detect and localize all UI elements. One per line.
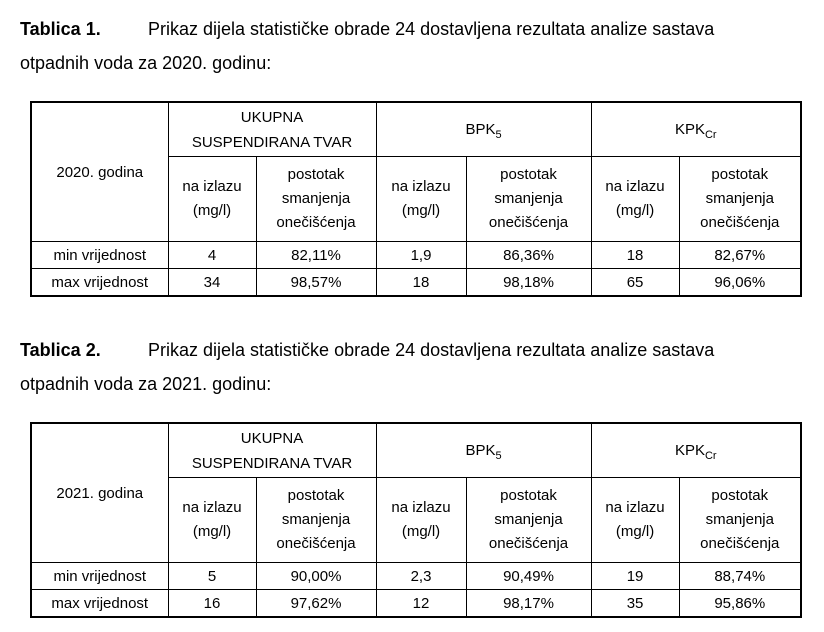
group-header-base: BPK	[465, 442, 496, 459]
data-cell: 98,17%	[466, 590, 591, 618]
data-cell: 98,18%	[466, 269, 591, 297]
group-header-kpkcr	[591, 423, 801, 478]
data-cell: 12	[376, 590, 466, 618]
subheader-line: smanjenja	[494, 511, 563, 528]
group-header-base: KPK	[674, 121, 705, 138]
subheader-line: (mg/l)	[401, 523, 441, 540]
subheader-line: (mg/l)	[401, 202, 441, 219]
data-cell: 96,06%	[679, 269, 801, 297]
row-label-min: min vrijednost	[31, 563, 168, 590]
data-cell: 18	[376, 269, 466, 297]
group-header-kpkcr	[591, 102, 801, 157]
subheader-line: na izlazu	[182, 178, 242, 195]
table-2-caption-label: Tablica 2.	[20, 340, 101, 360]
subheader-line: na izlazu	[182, 499, 242, 516]
group-header-ukupna-suspendirana-tvar	[168, 102, 376, 157]
table-row-min	[31, 563, 801, 590]
subheader-line: onečišćenja	[276, 214, 356, 231]
data-cell: 1,9	[376, 242, 466, 269]
subheader-line: onečišćenja	[700, 214, 780, 231]
table-1-caption-text-line1: Prikaz dijela statističke obrade 24 dostavljena rezultata analize sastava	[148, 19, 715, 39]
subheader-line: na izlazu	[605, 178, 665, 195]
group-header-bpk5	[376, 423, 591, 478]
table-1-caption-label: Tablica 1.	[20, 19, 101, 39]
table-1-caption-text-line2: otpadnih voda za 2020. godinu:	[20, 53, 272, 73]
row-label-max: max vrijednost	[31, 269, 168, 297]
data-cell: 19	[591, 563, 679, 590]
subheader-line: (mg/l)	[615, 202, 655, 219]
stats-table-2021	[30, 422, 802, 618]
subheader-na-izlazu	[168, 157, 256, 242]
subheader-line: postotak	[287, 166, 345, 183]
year-cell: 2021. godina	[31, 423, 168, 563]
data-cell: 86,36%	[466, 242, 591, 269]
data-cell: 90,00%	[256, 563, 376, 590]
table-row-min	[31, 242, 801, 269]
table-row-max	[31, 269, 801, 297]
subheader-line: (mg/l)	[192, 523, 232, 540]
subheader-line: onečišćenja	[488, 535, 569, 552]
data-cell: 34	[168, 269, 256, 297]
subheader-line: na izlazu	[391, 178, 451, 195]
data-cell: 35	[591, 590, 679, 618]
table-2-caption-text-line2: otpadnih voda za 2021. godinu:	[20, 374, 272, 394]
data-cell: 95,86%	[679, 590, 801, 618]
table-1-caption	[20, 12, 800, 80]
subheader-line: smanjenja	[705, 511, 774, 528]
data-cell: 98,57%	[256, 269, 376, 297]
subheader-postotak-smanjenja	[256, 478, 376, 563]
subheader-line: onečišćenja	[488, 214, 569, 231]
subheader-na-izlazu	[168, 478, 256, 563]
data-cell: 88,74%	[679, 563, 801, 590]
table-2-caption-text-line1: Prikaz dijela statističke obrade 24 dostavljena rezultata analize sastava	[148, 340, 715, 360]
data-cell: 82,11%	[256, 242, 376, 269]
subheader-line: smanjenja	[705, 190, 774, 207]
subheader-line: postotak	[711, 487, 769, 504]
group-header-subscript: 5	[495, 129, 502, 141]
subheader-line: na izlazu	[391, 499, 451, 516]
group-header-subscript: Cr	[704, 129, 717, 141]
group-header-base: KPK	[674, 442, 705, 459]
subheader-postotak-smanjenja	[256, 157, 376, 242]
data-cell: 18	[591, 242, 679, 269]
group-header-subscript: 5	[495, 450, 502, 462]
subheader-postotak-smanjenja	[466, 157, 591, 242]
subheader-na-izlazu	[376, 157, 466, 242]
group-header-bpk5	[376, 102, 591, 157]
data-cell: 90,49%	[466, 563, 591, 590]
subheader-line: (mg/l)	[615, 523, 655, 540]
year-cell: 2020. godina	[31, 102, 168, 242]
subheader-line: postotak	[500, 166, 557, 183]
subheader-line: postotak	[287, 487, 345, 504]
subheader-line: onečišćenja	[700, 535, 780, 552]
group-header-ukupna-suspendirana-tvar	[168, 423, 376, 478]
subheader-line: (mg/l)	[192, 202, 232, 219]
table-2-caption	[20, 333, 800, 401]
group-header-subscript: Cr	[704, 450, 717, 462]
subheader-line: onečišćenja	[276, 535, 356, 552]
subheader-na-izlazu	[376, 478, 466, 563]
subheader-postotak-smanjenja	[679, 478, 801, 563]
data-cell: 65	[591, 269, 679, 297]
stats-table-2020	[30, 101, 802, 297]
table-row	[31, 423, 801, 478]
subheader-line: smanjenja	[494, 190, 563, 207]
table-row-max	[31, 590, 801, 618]
subheader-postotak-smanjenja	[679, 157, 801, 242]
data-cell: 2,3	[376, 563, 466, 590]
group-header-line2: SUSPENDIRANA TVAR	[191, 454, 353, 472]
row-label-max: max vrijednost	[31, 590, 168, 618]
subheader-line: postotak	[500, 487, 557, 504]
group-header-line1: UKUPNA	[240, 108, 304, 126]
data-cell: 16	[168, 590, 256, 618]
data-cell: 4	[168, 242, 256, 269]
data-cell: 82,67%	[679, 242, 801, 269]
subheader-postotak-smanjenja	[466, 478, 591, 563]
data-cell: 5	[168, 563, 256, 590]
subheader-line: smanjenja	[281, 190, 351, 207]
group-header-line2: SUSPENDIRANA TVAR	[191, 133, 353, 151]
data-cell: 97,62%	[256, 590, 376, 618]
group-header-base: BPK	[465, 121, 496, 138]
subheader-line: na izlazu	[605, 499, 665, 516]
row-label-min: min vrijednost	[31, 242, 168, 269]
subheader-na-izlazu	[591, 478, 679, 563]
subheader-line: postotak	[711, 166, 769, 183]
table-row	[31, 102, 801, 157]
subheader-line: smanjenja	[281, 511, 351, 528]
group-header-line1: UKUPNA	[240, 429, 304, 447]
subheader-na-izlazu	[591, 157, 679, 242]
